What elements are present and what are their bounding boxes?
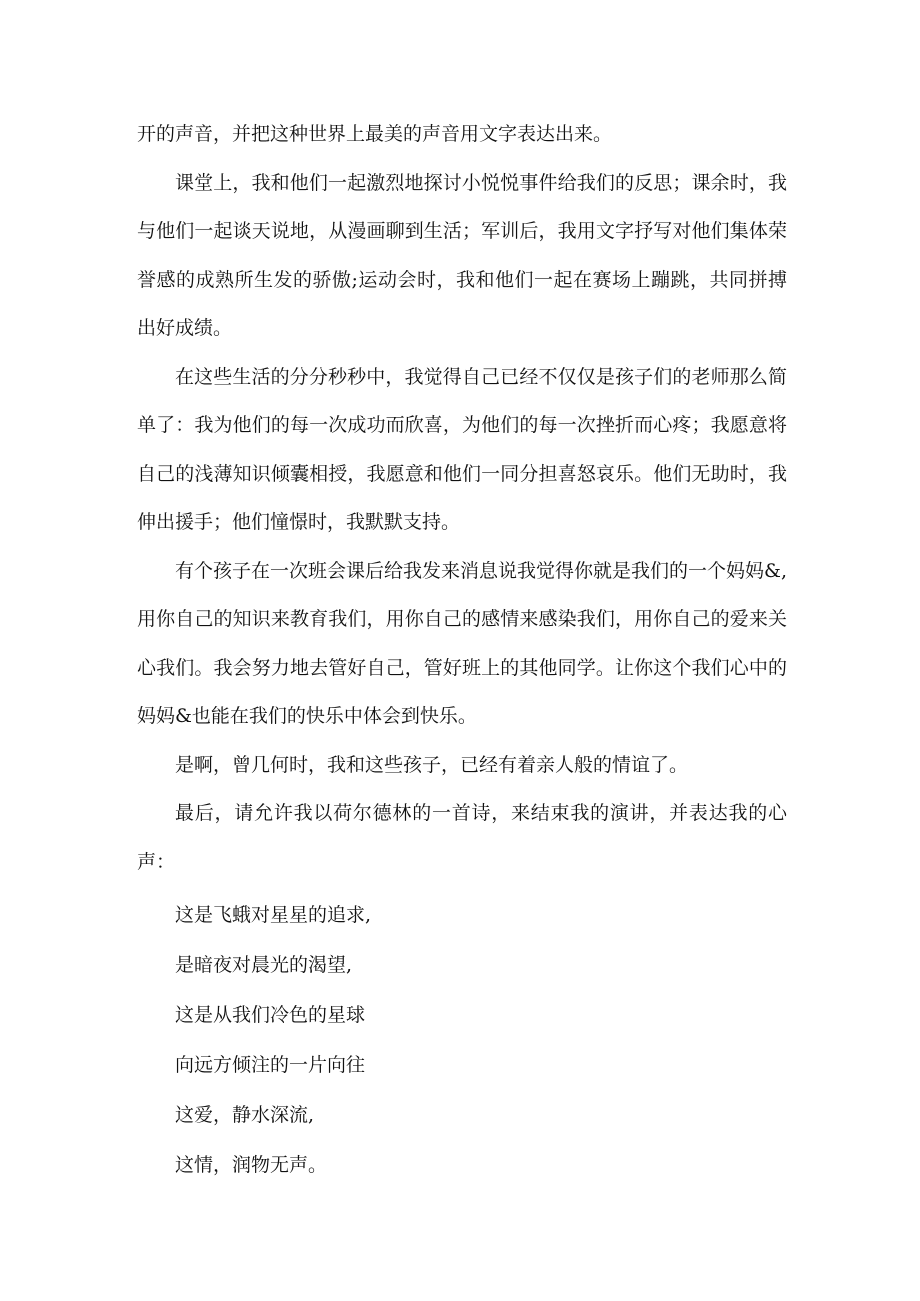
poem-line-6: 这情，润物无声。: [175, 1154, 328, 1176]
poem-line-2: 是暗夜对晨光的渴望,: [175, 954, 353, 976]
paragraph-2: 课堂上，我和他们一起激烈地探讨小悦悦事件给我们的反思；课余时，我与他们一起谈天说地，从漫画聊到生活；军训后，我用文字抒写对他们集体荣誉感的成熟所生发的骄傲;运动会时，我和他们一起在赛场上蹦跳，共同拼搏出好成绩。: [137, 171, 787, 339]
poem-line-1: 这是飞蛾对星星的追求,: [175, 904, 372, 926]
paragraph-5: 是啊，曾几何时，我和这些孩子，已经有着亲人般的情谊了。: [175, 753, 689, 776]
paragraph-6: 最后，请允许我以荷尔德林的一首诗，来结束我的演讲，并表达我的心声：: [137, 802, 787, 873]
paragraph-1: 开的声音，并把这种世界上最美的声音用文字表达出来。: [137, 123, 613, 145]
paragraph-4: 有个孩子在一次班会课后给我发来消息说我觉得你就是我们的一个妈妈&,用你自己的知识来教育我们，用你自己的感情来感染我们，用你自己的爱来关心我们。我会努力地去管好自己，管好班上的其他同学。让你这个我们心中的妈妈&也能在我们的快乐中体会到快乐。: [137, 559, 787, 727]
poem-line-5: 这爱，静水深流,: [175, 1104, 315, 1126]
paragraph-3: 在这些生活的分分秒秒中，我觉得自己已经不仅仅是孩子们的老师那么简单了：我为他们的每一次成功而欣喜，为他们的每一次挫折而心疼；我愿意将自己的浅薄知识倾囊相授，我愿意和他们一同分担喜怒哀乐。他们无助时，我伸出援手；他们憧憬时，我默默支持。: [137, 365, 787, 533]
poem-line-4: 向远方倾注的一片向往: [175, 1054, 366, 1076]
poem: [137, 890, 787, 1190]
poem-line-3: 这是从我们冷色的星球: [175, 1004, 366, 1026]
document-body: [137, 110, 787, 1190]
